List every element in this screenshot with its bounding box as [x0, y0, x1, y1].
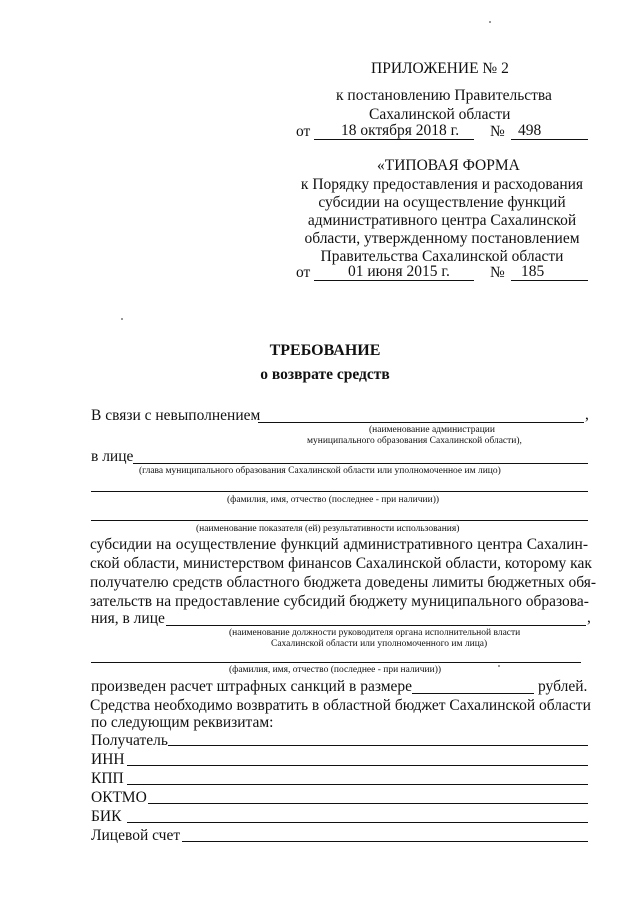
scan-speck — [498, 665, 500, 667]
requisite-oktmo-label: ОКТМО — [91, 789, 147, 806]
requisite-kpp-label: КПП — [91, 770, 124, 787]
note-admin-2: муниципального образования Сахалинской области), — [307, 436, 522, 446]
official-underline — [166, 625, 586, 626]
requisite-bik-line — [127, 822, 588, 823]
note-official-2: Сахалинской области или уполномоченного им лица) — [271, 639, 488, 649]
requisite-recipient-line — [168, 745, 588, 746]
note-head: (глава муниципального образования Сахалинской области или уполномоченное им лицо) — [139, 466, 501, 476]
model-form-line-2: субсидии на осуществление функций — [318, 194, 566, 211]
model-form-num-label: № — [490, 264, 505, 281]
model-form-line-4: области, утвержденному постановлением — [304, 230, 580, 247]
return-line-1: Средства необходимо возвратить в областной бюджет Сахалинской области — [90, 697, 591, 714]
in-person-2-comma: , — [587, 609, 591, 626]
in-person-2-label: ния, в лице — [91, 610, 165, 627]
penalty-currency: рублей. — [538, 678, 588, 695]
model-form-line-3: административного центра Сахалинской — [307, 212, 577, 229]
note-indicator: (наименование показателя (ей) результативности использования) — [196, 524, 460, 534]
model-form-from-label: от — [296, 264, 311, 281]
note-fio-1: (фамилия, имя, отчество (последнее - при наличии)) — [227, 495, 440, 505]
indicator-underline — [91, 520, 588, 521]
model-form-number: 185 — [521, 263, 545, 280]
requisite-kpp-line — [127, 784, 588, 785]
model-form-date: 01 июня 2015 г. — [348, 263, 450, 280]
fio-1-underline — [91, 491, 588, 492]
in-person-label: в лице — [91, 448, 134, 465]
model-form-title: «ТИПОВАЯ ФОРМА — [377, 157, 520, 174]
note-admin-1: (наименование администрации — [369, 425, 495, 435]
scan-speck — [121, 318, 123, 320]
para-line-4: зательств на предоставление субсидий бюджету муниципального образова- — [90, 593, 589, 610]
document-title: ТРЕБОВАНИЕ — [269, 342, 381, 359]
penalty-amount-underline — [412, 693, 534, 694]
requisite-bik-label: БИК — [91, 808, 122, 825]
appendix-title: ПРИЛОЖЕНИЕ № 2 — [371, 60, 509, 77]
document-subtitle: о возврате средств — [260, 366, 390, 383]
appendix-date: 18 октября 2018 г. — [341, 122, 460, 139]
appendix-from-label: от — [296, 123, 311, 140]
fio-2-underline — [91, 662, 581, 663]
appendix-number: 498 — [518, 122, 542, 139]
scan-speck — [489, 21, 491, 23]
para-line-1: субсидии на осуществление функций административного центра Сахалин- — [90, 536, 588, 553]
model-form-line-1: к Порядку предоставления и расходования — [300, 176, 584, 193]
penalty-text: произведен расчет штрафных санкций в размере — [91, 678, 413, 695]
appendix-line-1: к постановлению Правительства — [336, 87, 552, 104]
requisite-oktmo-line — [148, 803, 588, 804]
note-official-1: (наименование должности руководителя органа исполнительной власти — [229, 628, 521, 638]
head-underline — [133, 463, 588, 464]
admin-name-underline — [258, 422, 584, 423]
requisite-account-label: Лицевой счет — [91, 827, 181, 844]
return-line-2: по следующим реквизитам: — [91, 714, 274, 731]
intro-comma: , — [585, 406, 589, 423]
para-line-2: ской области, министерством финансов Сахалинской области, которому как — [90, 555, 592, 572]
requisite-inn-label: ИНН — [91, 751, 125, 768]
requisite-recipient-label: Получатель — [91, 732, 168, 749]
requisite-account-line — [182, 841, 588, 842]
requisite-inn-line — [127, 765, 588, 766]
appendix-num-label: № — [490, 123, 505, 140]
model-form-line-5: Правительства Сахалинской области — [320, 248, 564, 265]
appendix-line-2: Сахалинской области — [369, 106, 511, 123]
para-line-3: получателю средств областного бюджета доведены лимиты бюджетных обя- — [90, 574, 596, 591]
intro-text: В связи с невыполнением — [91, 407, 261, 424]
note-fio-2: (фамилия, имя, отчество (последнее - при наличии)) — [229, 665, 442, 675]
